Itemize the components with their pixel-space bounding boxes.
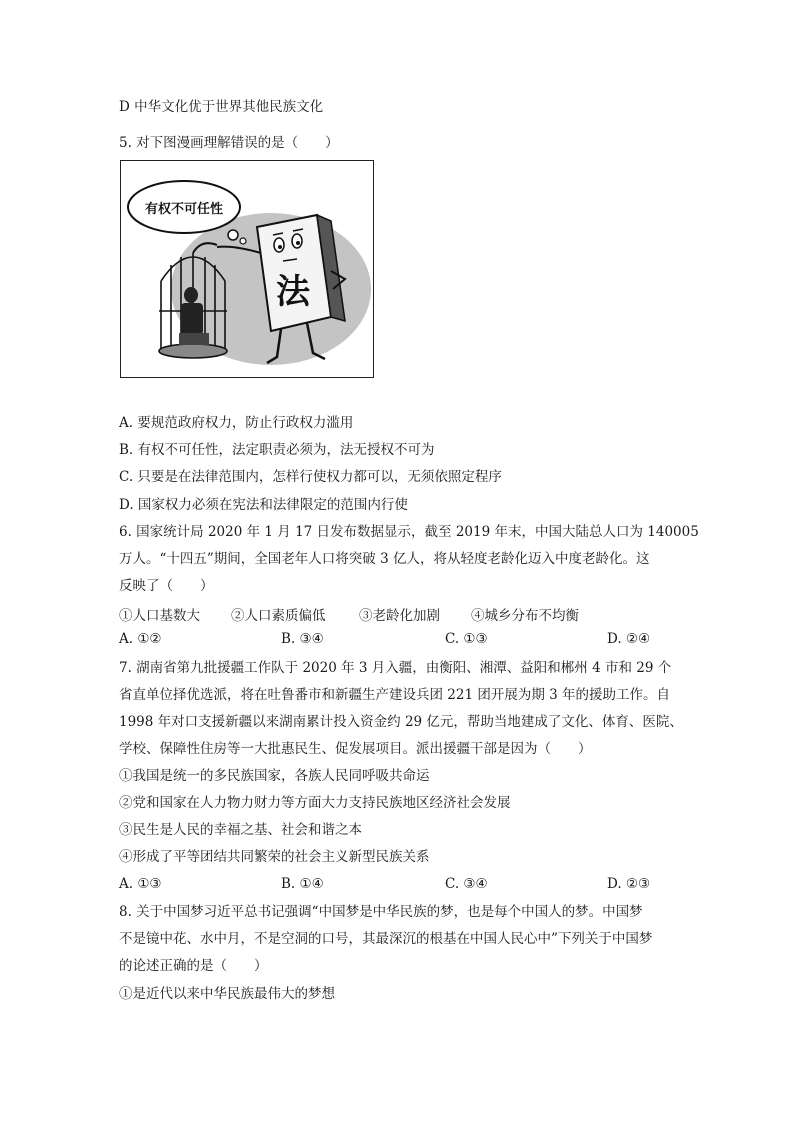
- q6-stem-line-1: 6. 国家统计局 2020 年 1 月 17 日发布数据显示，截至 2019 年末，中国大陆总人口为 140005: [119, 524, 699, 540]
- q8-stem-line-1: 8. 关于中国梦习近平总书记强调“中国梦是中华民族的梦，也是每个中国人的梦。中国梦: [119, 904, 643, 920]
- q8-stem-line-3: 的论述正确的是（ ）: [119, 958, 268, 974]
- q5-option-b: B. 有权不可任性，法定职责必须为，法无授权不可为: [119, 442, 435, 458]
- q6-choices: [119, 631, 679, 649]
- bubble-dot-small: [240, 238, 246, 244]
- q7-choice-a: A. ①③: [119, 876, 162, 892]
- q7-choice-d: D. ②③: [607, 876, 651, 892]
- q6-item-4: ④城乡分布不均衡: [471, 608, 579, 624]
- q5-option-a: A. 要规范政府权力，防止行政权力滥用: [119, 415, 354, 431]
- speech-bubble-text: 有权不可任性: [144, 202, 224, 217]
- q6-item-1: ①人口基数大: [119, 608, 200, 624]
- cartoon-illustration: [121, 161, 373, 377]
- q7-choice-b: B. ①④: [281, 876, 324, 892]
- q7-item-3: ③民生是人民的幸福之基、社会和谐之本: [119, 822, 362, 838]
- q7-choice-c: C. ③④: [445, 876, 488, 892]
- q7-choices: [119, 876, 679, 894]
- prev-option-d: D 中华文化优于世界其他民族文化: [119, 99, 324, 115]
- q6-item-2: ②人口素质偏低: [231, 608, 326, 624]
- q5-stem: 5. 对下图漫画理解错误的是（ ）: [119, 135, 339, 151]
- q6-choice-a: A. ①②: [119, 631, 162, 647]
- q8-item-1: ①是近代以来中华民族最伟大的梦想: [119, 986, 335, 1002]
- q7-stem-line-2: 省直单位择优选派，将在吐鲁番市和新疆生产建设兵团 221 团开展为期 3 年的援助工作。自: [119, 687, 671, 703]
- q6-choice-c: C. ①③: [445, 631, 488, 647]
- bubble-dot-large: [228, 230, 238, 240]
- q6-item-3: ③老龄化加剧: [359, 608, 440, 624]
- q7-item-2: ②党和国家在人力物力财力等方面大力支持民族地区经济社会发展: [119, 795, 511, 811]
- q6-choice-d: D. ②④: [607, 631, 651, 647]
- q7-stem-line-3: 1998 年对口支援新疆以来湖南累计投入资金约 29 亿元，帮助当地建成了文化、体育、医院、: [119, 714, 683, 730]
- q6-items: [119, 604, 679, 622]
- q6-stem-line-3: 反映了（ ）: [119, 578, 214, 594]
- law-book-text: 法: [276, 272, 310, 312]
- q6-stem-line-2: 万人。“十四五”期间，全国老年人口将突破 3 亿人，将从轻度老龄化迈入中度老龄化。这: [119, 551, 650, 567]
- q8-stem-line-2: 不是镜中花、水中月，不是空洞的口号，其最深沉的根基在中国人民心中”下列关于中国梦: [119, 931, 653, 947]
- q5-option-c: C. 只要是在法律范围内，怎样行使权力都可以，无须依照定程序: [119, 469, 502, 485]
- law-cage-cartoon: [120, 160, 374, 378]
- q7-item-4: ④形成了平等团结共同繁荣的社会主义新型民族关系: [119, 849, 430, 865]
- q7-stem-line-1: 7. 湖南省第九批援疆工作队于 2020 年 3 月入疆，由衡阳、湘潭、益阳和郴州 4 市和 29 个: [119, 660, 672, 676]
- q6-choice-b: B. ③④: [281, 631, 324, 647]
- q5-option-d: D. 国家权力必须在宪法和法律限定的范围内行使: [119, 497, 408, 513]
- q7-stem-line-4: 学校、保障性住房等一大批惠民生、促发展项目。派出援疆干部是因为（ ）: [119, 741, 592, 757]
- q7-item-1: ①我国是统一的多民族国家，各族人民同呼吸共命运: [119, 768, 430, 784]
